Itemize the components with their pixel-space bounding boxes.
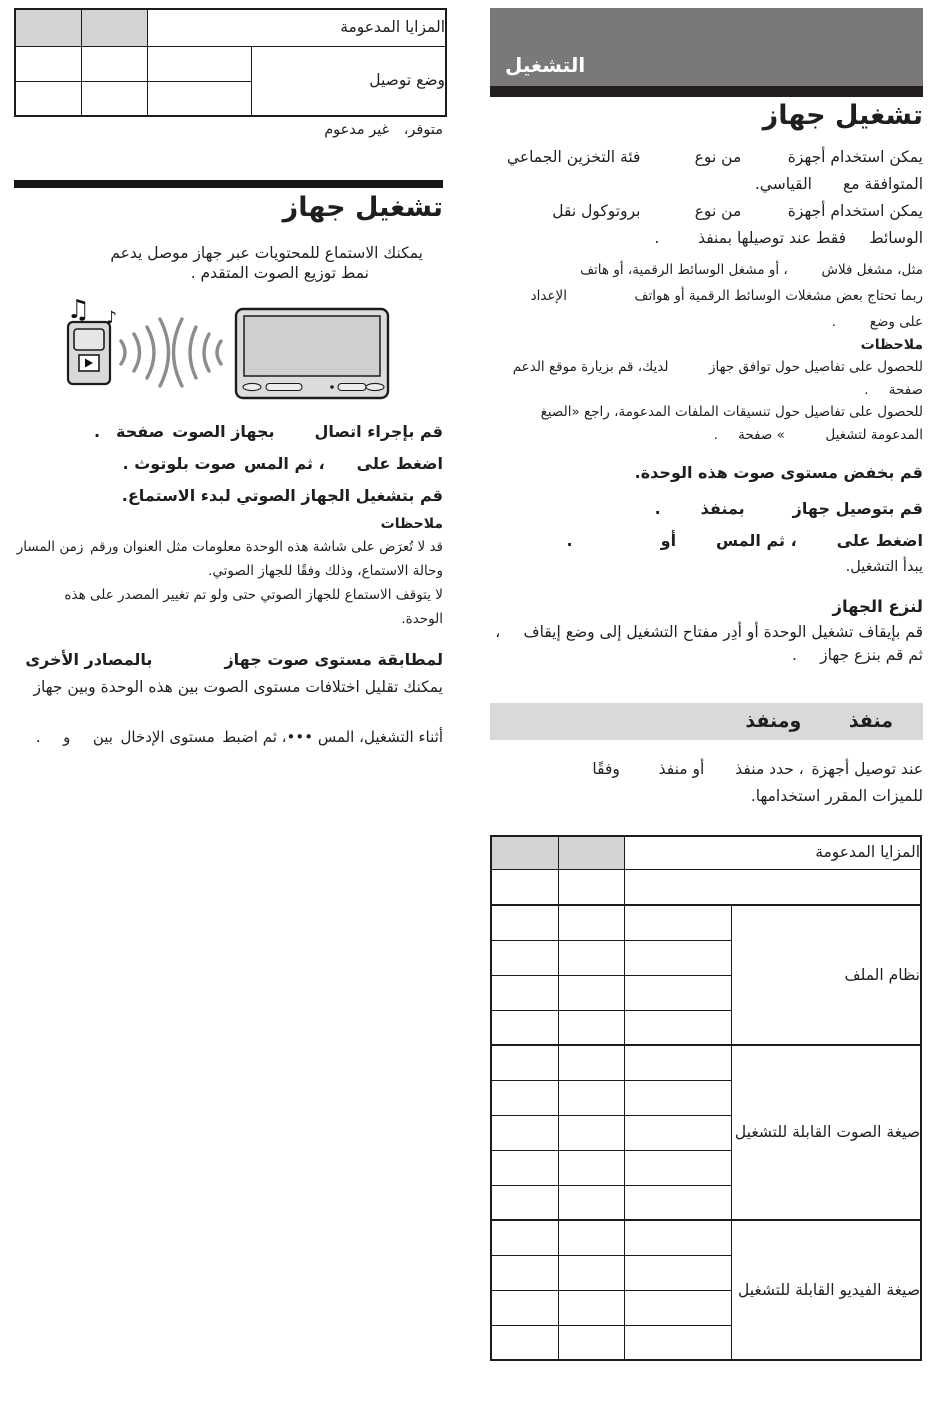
remove-device-heading: لنزع الجهاز [832,597,923,616]
usb-step-2: قم بتوصيل جهاز بمنفذ . [654,499,923,518]
music-note-icon: ♪ [106,308,117,328]
connection-mode-label: وضع توصيل [251,46,446,116]
column-header-cell [15,9,81,46]
note-line: لا يتوقف الاستماع للجهاز الصوتي حتى ولو تم تغيير المصدر على هذه [64,587,443,603]
usb-section-title: تشغيل جهاز [762,100,923,131]
intro-line: يمكنك الاستماع للمحتويات عبر جهاز موصل يدعم [110,244,423,262]
column-header-cell [81,9,147,46]
usb-footnotes [490,257,923,335]
match-volume-instruction: أثناء التشغيل، المس •••، ثم اضبط مستوى الإدخال بين و . [35,728,443,746]
section-divider-rule [14,180,443,188]
usb-ports-intro [490,756,923,810]
note-line: المدعومة لتشغيل » صفحة . [713,427,923,443]
supported-features-label: المزايا المدعومة [624,836,921,869]
table-row [491,869,921,905]
note-line: وحالة الاستماع، وذلك وفقًا للجهاز الصوتي. [208,563,443,579]
chapter-title: التشغيل [505,53,586,77]
note-line: للحصول على تفاصيل حول تنسيقات الملفات المدعومة، راجع «الصيغ [540,404,923,420]
note-line: للحصول على تفاصيل حول توافق جهاز لديك، قم بزيارة موقع الدعم [512,359,923,375]
match-volume-body: يمكنك تقليل اختلافات مستوى الصوت بين هذه الوحدة وبين جهاز [33,678,443,696]
note-line: الوحدة. [401,611,443,627]
table-row [491,836,921,869]
intro-line: المتوافقة مع القياسي. [754,175,923,193]
music-note-icon: ♫ [66,295,90,325]
table-legend: متوفر، غير مدعوم [324,122,443,138]
remove-device-line: قم بإيقاف تشغيل الوحدة أو أدِر مفتاح التشغيل إلى وضع إيقاف ، [495,623,923,641]
usb-intro [490,144,923,252]
note-line: صفحة . [864,382,923,398]
table-row [15,46,446,81]
intro-line: الوسائط فقط عند توصيلها بمنفذ . [654,229,923,247]
usb-ports-subsection-bar: منفذ ومنفذ [490,703,923,740]
remove-device-line: ثم قم بنزع جهاز . [791,646,923,664]
chapter-header-underbar [490,86,923,97]
bt-step-1: قم بإجراء اتصال بجهاز الصوت صفحة . [93,422,443,441]
head-unit-icon [236,309,388,398]
usb-step-3: اضغط على ، ثم المس أو . [566,531,923,550]
table-row [491,1045,921,1080]
table-row [15,9,446,46]
footnote-line: ربما تحتاج بعض مشغلات الوسائط الرقمية أو هواتف الإعداد [530,288,923,304]
sound-waves-icon [121,319,221,386]
table-row [491,1220,921,1255]
footnote-line: مثل، مشغل فلاش ، أو مشغل الوسائط الرقمية، أو هاتف [580,262,923,278]
video-format-label: صيغة الفيديو القابلة للتشغيل [731,1220,921,1360]
note-line: قد لا تُعرَض على شاشة هذه الوحدة معلومات مثل العنوان ورقم زمن المسار [16,539,443,555]
column-header-cell [558,836,624,869]
match-volume-heading: لمطابقة مستوى صوت جهاز بالمصادر الأخرى [25,650,443,669]
bluetooth-streaming-illustration [55,285,400,405]
table-row [491,905,921,940]
ports-line: للميزات المقرر استخدامها. [750,787,923,805]
supported-features-table [490,835,922,1361]
column-header-cell [491,836,558,869]
chapter-header-bar [490,8,923,86]
footnote-line: على وضع . [831,314,923,330]
audio-player-icon [68,322,110,384]
intro-line: يمكن استخدام أجهزة من نوع فئة التخزين الجماعي [506,148,923,166]
notes-heading: ملاحظات [380,516,443,532]
step-result-text: يبدأ التشغيل. [845,559,923,575]
notes-heading: ملاحظات [860,337,923,353]
connection-mode-table [14,8,447,117]
bt-intro [14,243,443,283]
intro-line: نمط توزيع الصوت المتقدم . [190,264,369,283]
bt-step-3: قم بتشغيل الجهاز الصوتي لبدء الاستماع. [121,486,443,505]
bt-step-2: اضغط على ، ثم المس صوت بلوتوث . [122,454,443,473]
audio-format-label: صيغة الصوت القابلة للتشغيل [731,1045,921,1220]
file-system-label: نظام الملف [731,905,921,1045]
bt-section-title: تشغيل جهاز [282,192,443,223]
ports-line: عند توصيل أجهزة ، حدد منفذ أو منفذ وفقًا [592,760,923,778]
supported-features-label: المزايا المدعومة [147,9,446,46]
usb-step-1: قم بخفض مستوى صوت هذه الوحدة. [634,463,923,482]
intro-line: يمكن استخدام أجهزة من نوع بروتوكول نقل [552,202,923,220]
